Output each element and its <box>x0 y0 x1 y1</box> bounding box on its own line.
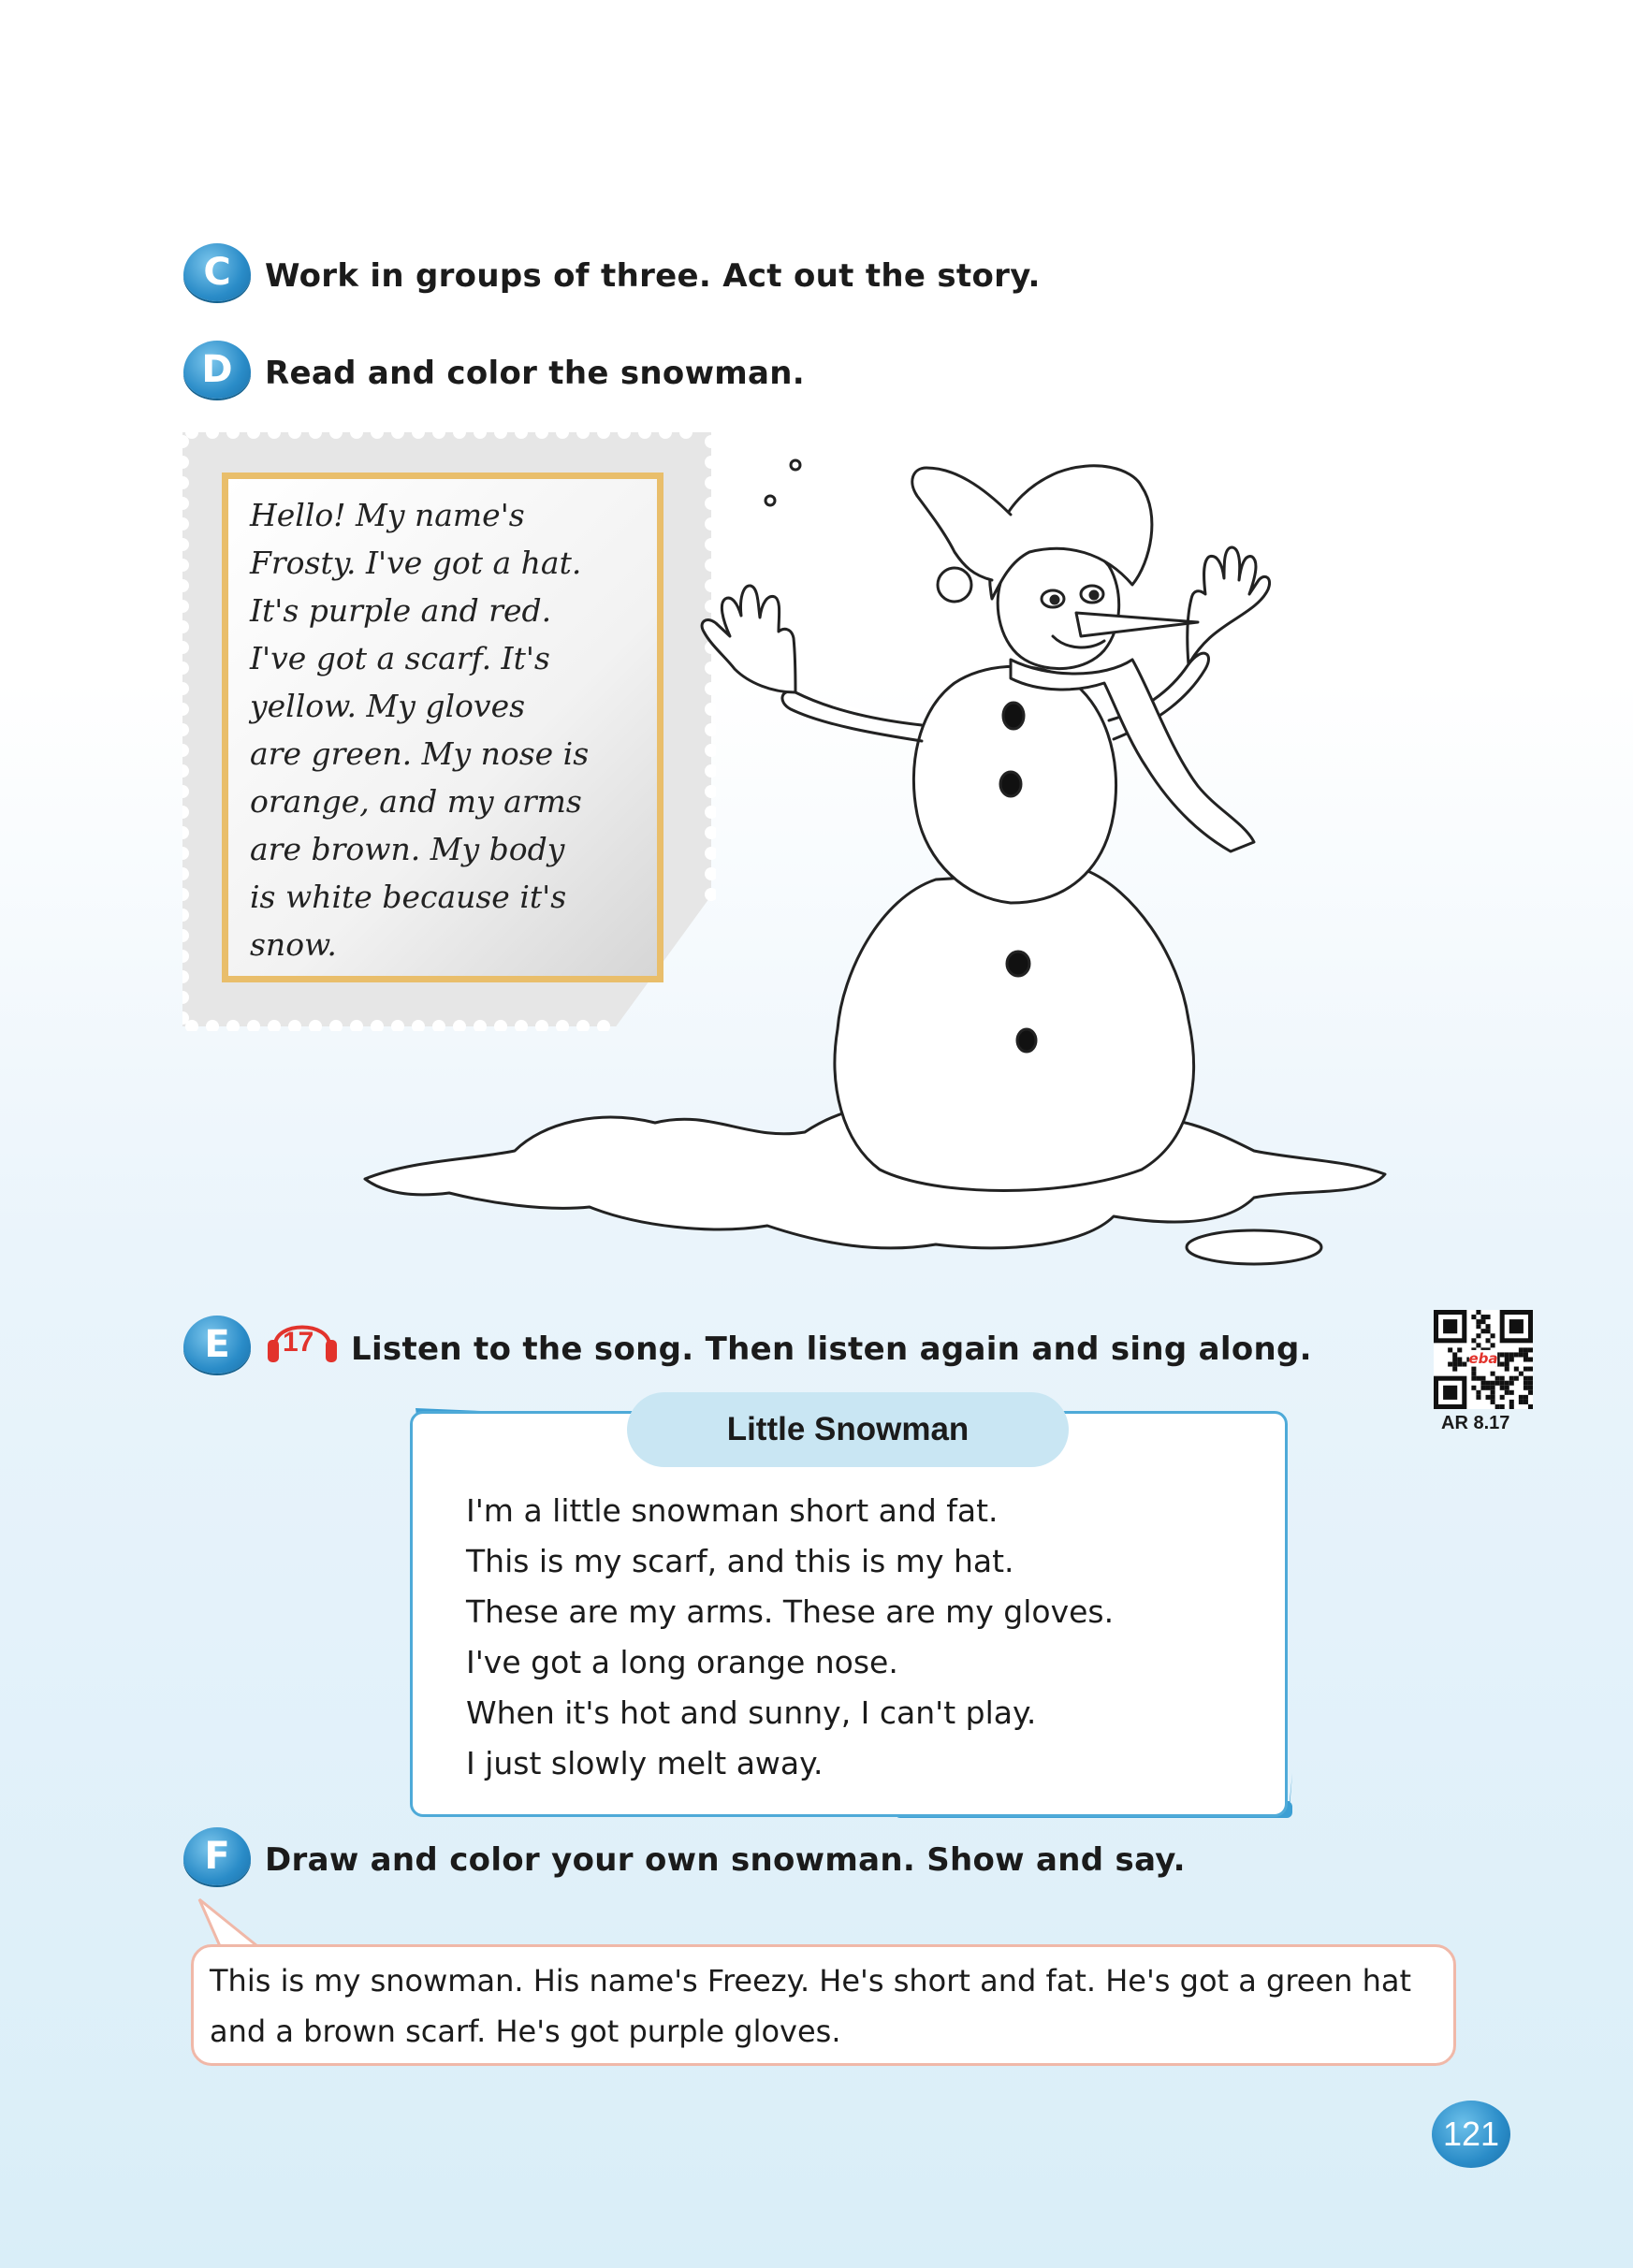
note-line: I've got a scarf. It's <box>250 640 550 676</box>
audio-track-icon[interactable] <box>264 1308 341 1366</box>
section-badge-e: E <box>183 1316 251 1374</box>
song-title: Little Snowman <box>627 1392 1069 1467</box>
instruction-f: Draw and color your own snowman. Show and say. <box>265 1841 1186 1879</box>
instruction-d: Read and color the snowman. <box>265 355 805 392</box>
qr-code[interactable] <box>1434 1310 1533 1409</box>
section-badge-d: D <box>183 341 251 399</box>
section-badge-f: F <box>183 1827 251 1885</box>
speech-text <box>210 1955 1445 2057</box>
instruction-c: Work in groups of three. Act out the story. <box>265 257 1041 295</box>
note-line: snow. <box>250 926 337 963</box>
qr-logo-text: eba <box>1468 1350 1498 1368</box>
note-line: are green. My nose is <box>250 735 590 772</box>
song-line: I'm a little snowman short and fat. <box>466 1492 999 1529</box>
speech-line: This is my snowman. His name's Freezy. He's short and fat. He's got a green hat <box>210 1963 1412 1999</box>
speech-line: and a brown scarf. He's got purple gloves. <box>210 2014 841 2049</box>
section-badge-c: C <box>183 243 251 301</box>
note-line: Frosty. I've got a hat. <box>250 545 582 581</box>
song-line: I've got a long orange nose. <box>466 1644 898 1680</box>
speech-bubble-tail <box>192 1895 267 1951</box>
note-line: is white because it's <box>250 879 567 915</box>
song-line: I just slowly melt away. <box>466 1745 824 1781</box>
page-number: 121 <box>1432 2101 1510 2168</box>
note-line: are brown. My body <box>250 831 565 867</box>
song-lyrics <box>466 1486 1114 1789</box>
track-number: 17 <box>283 1327 314 1358</box>
snowman-illustration <box>356 412 1460 1272</box>
song-line: When it's hot and sunny, I can't play. <box>466 1694 1037 1731</box>
instruction-e: Listen to the song. Then listen again and sing along. <box>351 1330 1312 1368</box>
note-line: It's purple and red. <box>250 592 552 629</box>
note-line: orange, and my arms <box>250 783 582 820</box>
song-line: This is my scarf, and this is my hat. <box>466 1543 1014 1579</box>
note-line: Hello! My name's <box>250 497 525 533</box>
qr-label: AR 8.17 <box>1441 1413 1510 1433</box>
note-line: yellow. My gloves <box>250 688 526 724</box>
song-line: These are my arms. These are my gloves. <box>466 1593 1115 1630</box>
